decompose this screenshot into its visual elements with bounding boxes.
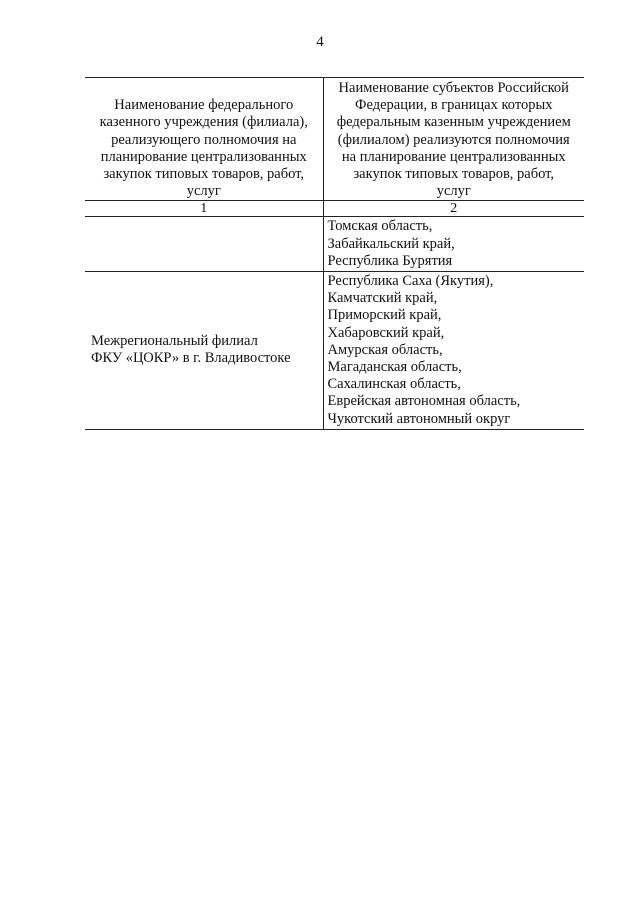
region-item: Сахалинская область,	[327, 376, 461, 393]
organization-cell	[85, 272, 323, 430]
region-item: Республика Бурятия	[327, 252, 453, 269]
region-item: Амурская область,	[327, 341, 443, 358]
region-item: Магаданская область,	[327, 359, 462, 376]
regions-cell	[323, 272, 584, 430]
region-item: Камчатский край,	[327, 290, 438, 307]
header-regions-text: Наименование субъектов Российской Федерации, в границах которых федеральным казенным учреждением (филиалом) реализуются полномочия на планирование централизованных закупок типовых товаров, работ, услуг	[336, 80, 571, 200]
region-item: Томская область,	[327, 218, 433, 235]
regions-table	[85, 77, 584, 430]
header-cell-regions	[323, 78, 584, 201]
column-index-2: 2	[323, 201, 584, 217]
column-index-1: 1	[85, 201, 323, 217]
region-list	[328, 218, 585, 270]
region-item: Забайкальский край,	[327, 235, 455, 252]
table-row	[85, 217, 584, 272]
table-index-row	[85, 201, 584, 217]
table-row	[85, 272, 584, 430]
region-item: Приморский край,	[327, 307, 442, 324]
region-item: Чукотский автономный округ	[327, 410, 511, 427]
regions-cell	[323, 217, 584, 272]
region-list	[328, 273, 585, 428]
header-institution-text: Наименование федерального казенного учреждения (филиала), реализующего полномочия на планирование централизованных закупок типовых товаров, работ, услуг	[99, 97, 308, 200]
page-number: 4	[316, 34, 324, 50]
organization-cell	[85, 217, 323, 272]
organization-name: Межрегиональный филиал ФКУ «ЦОКР» в г. Владивостоке	[91, 333, 291, 367]
header-cell-institution	[85, 78, 323, 201]
region-item: Еврейская автономная область,	[327, 393, 521, 410]
region-item: Хабаровский край,	[327, 324, 445, 341]
table-header-row	[85, 78, 584, 201]
region-item: Республика Саха (Якутия),	[327, 273, 494, 290]
